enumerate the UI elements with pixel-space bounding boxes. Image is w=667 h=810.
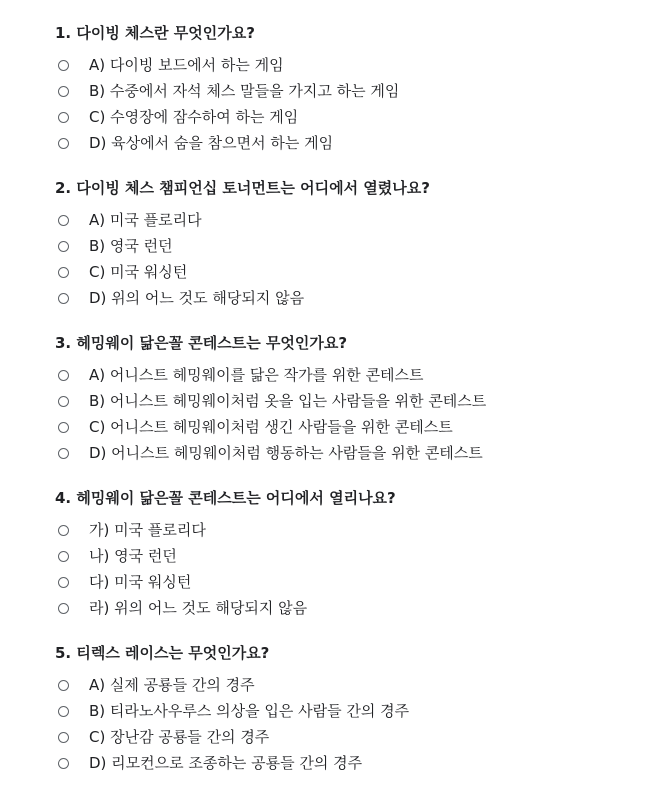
answer-option-ra[interactable] — [55, 595, 667, 621]
answer-option-ga[interactable] — [55, 517, 667, 543]
answer-option-a[interactable] — [55, 207, 667, 233]
option-label: B) 영국 런던 — [89, 237, 173, 255]
question-title: 4. 헤밍웨이 닮은꼴 콘테스트는 어디에서 열리나요? — [55, 489, 396, 507]
question-title: 1. 다이빙 체스란 무엇인가요? — [55, 24, 255, 42]
answer-option-c[interactable] — [55, 259, 667, 285]
answer-option-a[interactable] — [55, 362, 667, 388]
question-1 — [55, 22, 667, 156]
option-label: D) 육상에서 숨을 참으면서 하는 게임 — [89, 134, 334, 152]
answer-option-c[interactable] — [55, 104, 667, 130]
answer-option-d[interactable] — [55, 285, 667, 311]
answer-option-b[interactable] — [55, 78, 667, 104]
option-label: 가) 미국 플로리다 — [89, 521, 206, 539]
answer-option-c[interactable] — [55, 724, 667, 750]
option-label: C) 미국 워싱턴 — [89, 263, 188, 281]
option-label: D) 리모컨으로 조종하는 공룡들 간의 경주 — [89, 754, 363, 772]
option-label: D) 위의 어느 것도 해당되지 않음 — [89, 289, 305, 307]
option-label: A) 어니스트 헤밍웨이를 닮은 작가를 위한 콘테스트 — [89, 366, 424, 384]
radio-button[interactable] — [58, 138, 69, 149]
radio-button[interactable] — [58, 551, 69, 562]
radio-button[interactable] — [58, 758, 69, 769]
question-4 — [55, 487, 667, 621]
answer-option-d[interactable] — [55, 440, 667, 466]
option-label: D) 어니스트 헤밍웨이처럼 행동하는 사람들을 위한 콘테스트 — [89, 444, 483, 462]
radio-button[interactable] — [58, 267, 69, 278]
radio-button[interactable] — [58, 241, 69, 252]
radio-button[interactable] — [58, 112, 69, 123]
option-label: 다) 미국 워싱턴 — [89, 573, 192, 591]
option-label: B) 수중에서 자석 체스 말들을 가지고 하는 게임 — [89, 82, 400, 100]
answer-option-a[interactable] — [55, 52, 667, 78]
question-title: 3. 헤밍웨이 닮은꼴 콘테스트는 무엇인가요? — [55, 334, 348, 352]
answer-option-a[interactable] — [55, 672, 667, 698]
answer-option-d[interactable] — [55, 130, 667, 156]
answer-option-b[interactable] — [55, 233, 667, 259]
radio-button[interactable] — [58, 448, 69, 459]
option-label: C) 수영장에 잠수하여 하는 게임 — [89, 108, 299, 126]
question-2 — [55, 177, 667, 311]
radio-button[interactable] — [58, 370, 69, 381]
option-label: C) 어니스트 헤밍웨이처럼 생긴 사람들을 위한 콘테스트 — [89, 418, 453, 436]
radio-button[interactable] — [58, 706, 69, 717]
option-label: A) 미국 플로리다 — [89, 211, 202, 229]
option-label: 나) 영국 런던 — [89, 547, 177, 565]
radio-button[interactable] — [58, 577, 69, 588]
option-label: B) 티라노사우루스 의상을 입은 사람들 간의 경주 — [89, 702, 410, 720]
radio-button[interactable] — [58, 603, 69, 614]
option-label: 라) 위의 어느 것도 해당되지 않음 — [89, 599, 308, 617]
option-label: A) 다이빙 보드에서 하는 게임 — [89, 56, 284, 74]
question-title: 5. 티렉스 레이스는 무엇인가요? — [55, 644, 270, 662]
radio-button[interactable] — [58, 396, 69, 407]
radio-button[interactable] — [58, 86, 69, 97]
radio-button[interactable] — [58, 525, 69, 536]
answer-option-c[interactable] — [55, 414, 667, 440]
radio-button[interactable] — [58, 293, 69, 304]
radio-button[interactable] — [58, 680, 69, 691]
radio-button[interactable] — [58, 422, 69, 433]
answer-option-na[interactable] — [55, 543, 667, 569]
radio-button[interactable] — [58, 215, 69, 226]
question-3 — [55, 332, 667, 466]
answer-option-d[interactable] — [55, 750, 667, 776]
answer-option-b[interactable] — [55, 698, 667, 724]
question-title: 2. 다이빙 체스 챔피언십 토너먼트는 어디에서 열렸나요? — [55, 179, 430, 197]
radio-button[interactable] — [58, 60, 69, 71]
option-label: B) 어니스트 헤밍웨이처럼 옷을 입는 사람들을 위한 콘테스트 — [89, 392, 487, 410]
answer-option-b[interactable] — [55, 388, 667, 414]
answer-option-da[interactable] — [55, 569, 667, 595]
radio-button[interactable] — [58, 732, 69, 743]
option-label: A) 실제 공룡들 간의 경주 — [89, 676, 255, 694]
option-label: C) 장난감 공룡들 간의 경주 — [89, 728, 270, 746]
question-5 — [55, 642, 667, 776]
